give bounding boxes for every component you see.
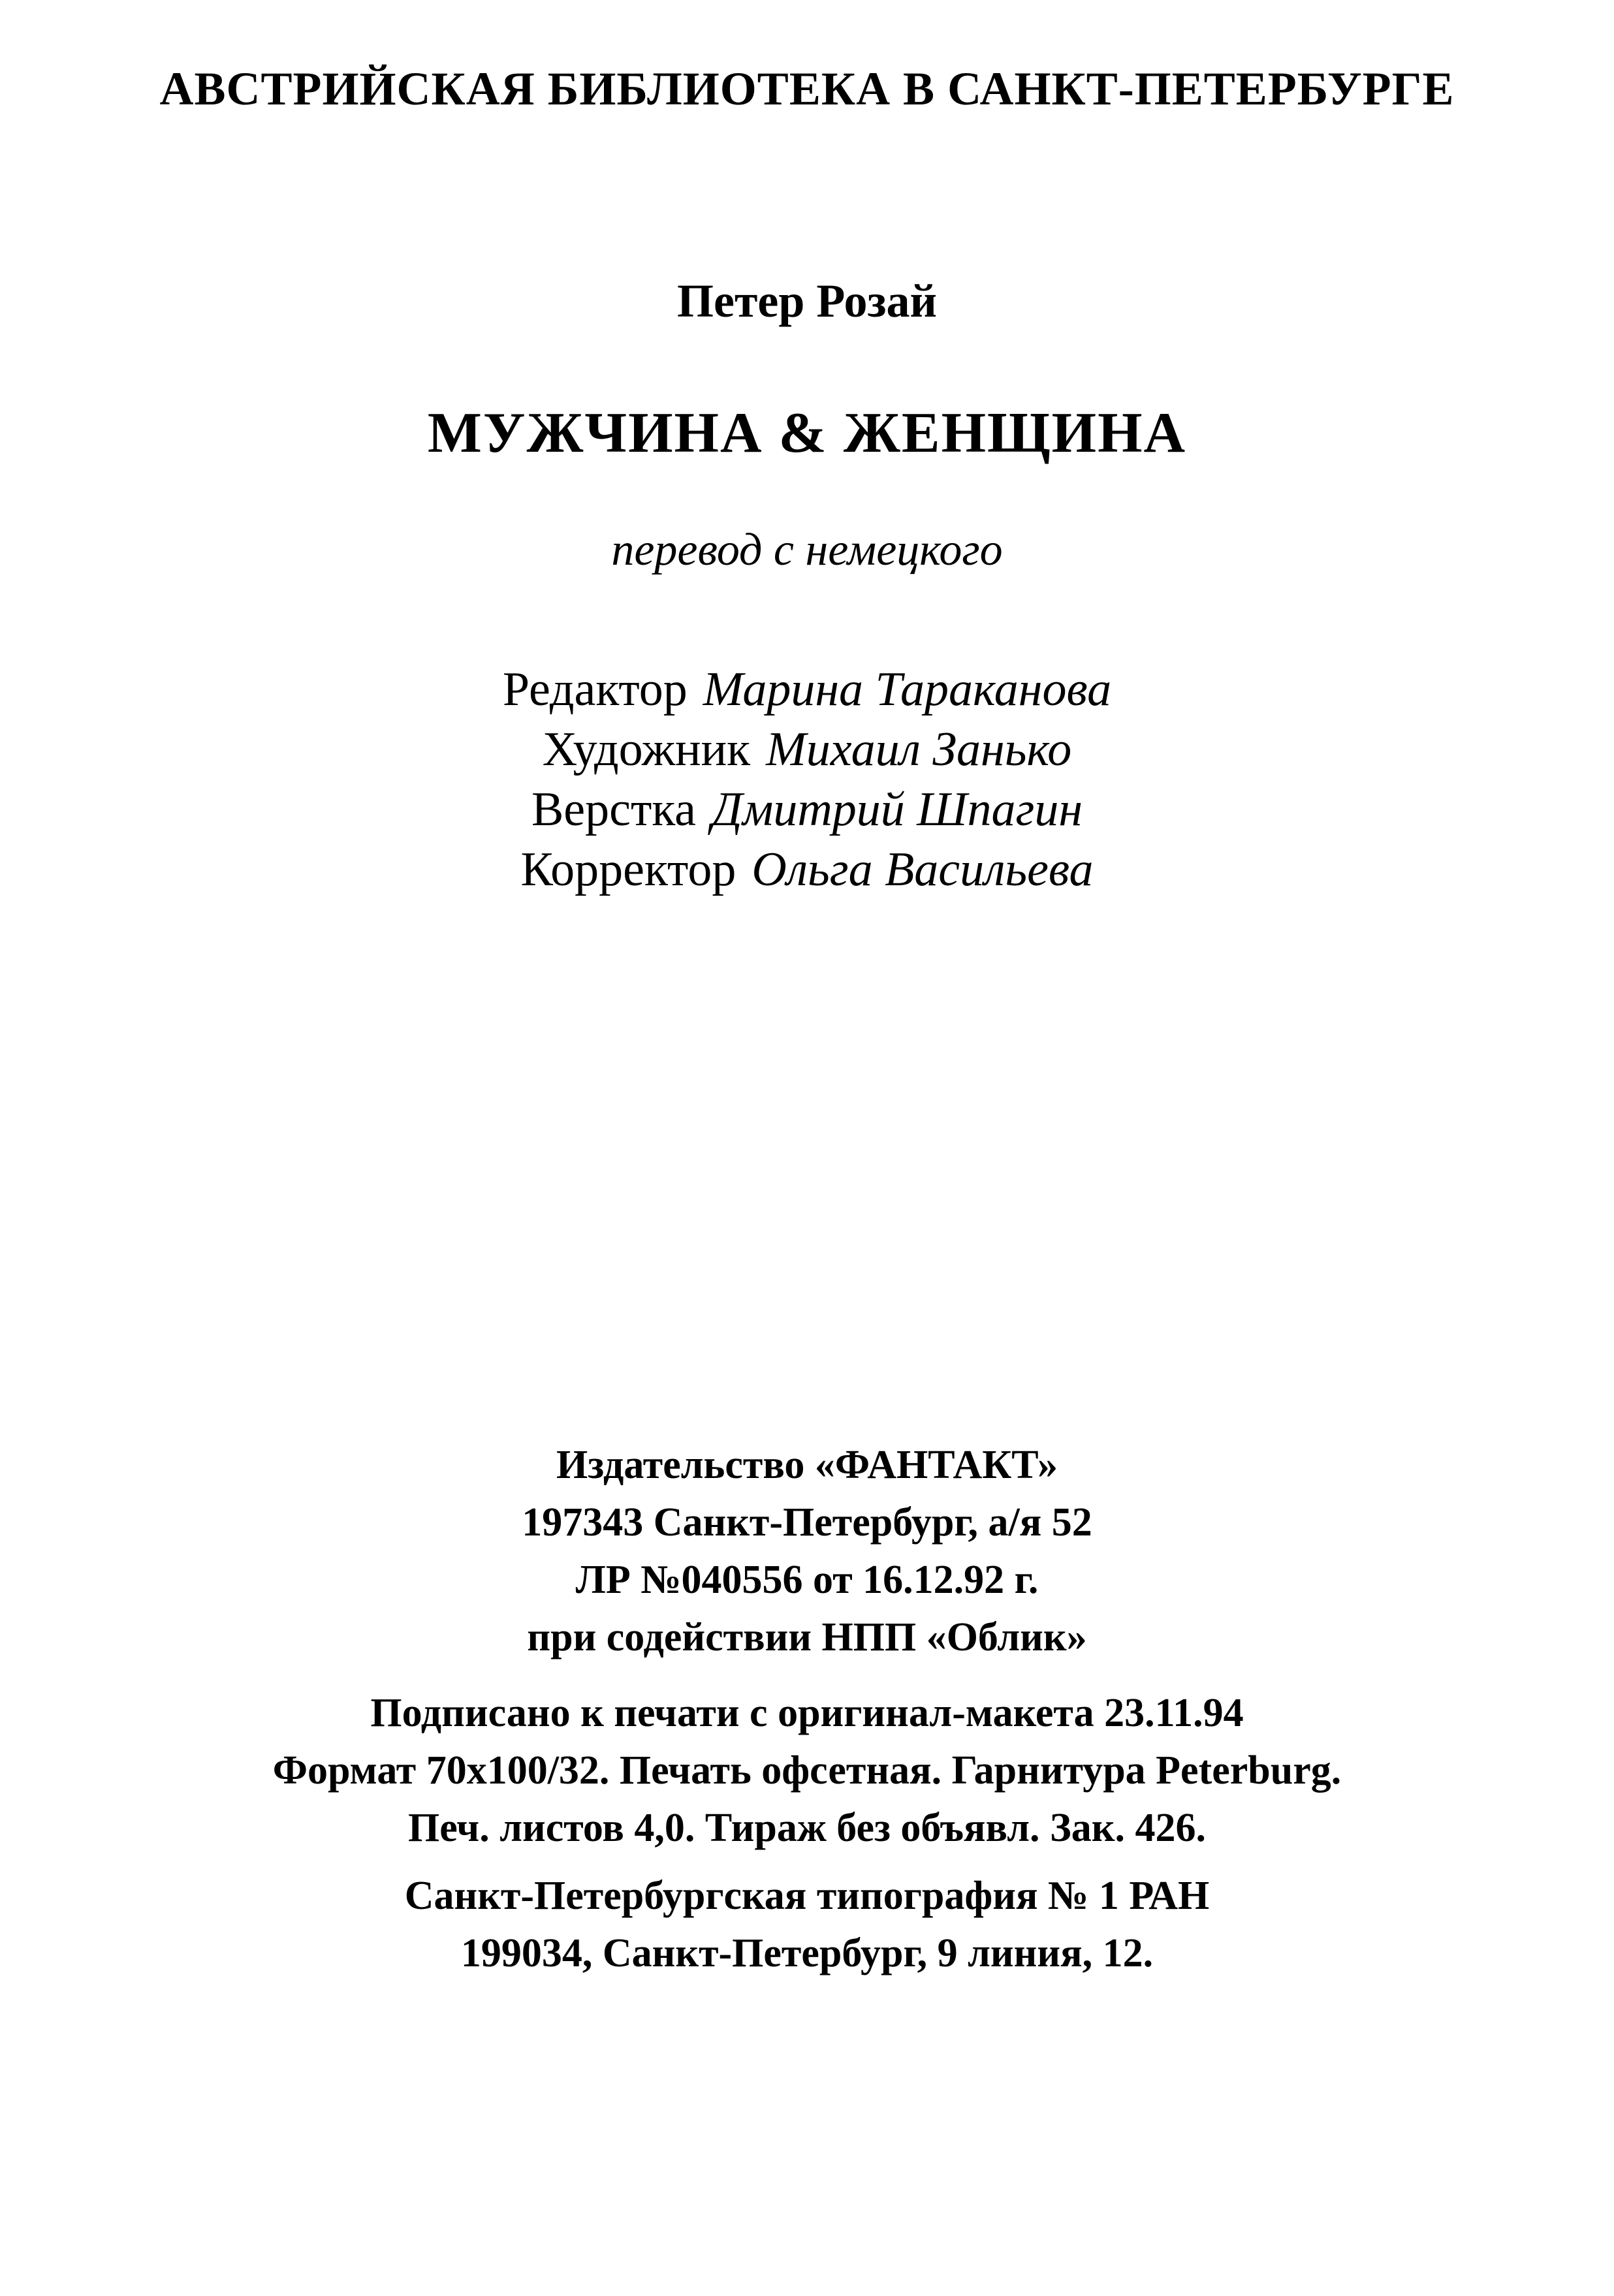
- printing-line: Печ. листов 4,0. Тираж без объявл. Зак. 426.: [408, 1806, 1206, 1850]
- credit-role: Корректор: [520, 843, 736, 896]
- credit-name: Михаил Занько: [766, 723, 1072, 776]
- typography-block: [0, 1867, 1614, 1982]
- credit-artist: [0, 719, 1614, 779]
- printing-line: Формат 70x100/32. Печать офсетная. Гарнитура Peterburg.: [272, 1748, 1342, 1793]
- credit-name: Дмитрий Шпагин: [712, 783, 1083, 836]
- typography-line: Санкт-Петербургская типография № 1 РАН: [404, 1874, 1210, 1918]
- author-name: Петер Розай: [677, 275, 937, 327]
- typography-line: 199034, Санкт-Петербург, 9 линия, 12.: [460, 1931, 1154, 1975]
- credit-editor: [0, 659, 1614, 719]
- credit-layout: [0, 779, 1614, 840]
- credit-proofreader: [0, 840, 1614, 900]
- credits-block: [0, 659, 1614, 900]
- publisher-block: [0, 1436, 1614, 1666]
- credit-name: Марина Тараканова: [703, 663, 1112, 716]
- publisher-line: ЛР №040556 от 16.12.92 г.: [575, 1558, 1039, 1602]
- credit-role: Художник: [542, 723, 751, 776]
- series-header: АВСТРИЙСКАЯ БИБЛИОТЕКА В САНКТ-ПЕТЕРБУРГЕ: [159, 63, 1455, 115]
- credit-role: Редактор: [502, 663, 688, 716]
- credit-role: Верстка: [531, 783, 697, 836]
- book-title: МУЖЧИНА & ЖЕНЩИНА: [427, 401, 1187, 465]
- publisher-line: Издательство «ФАНТАКТ»: [556, 1443, 1058, 1487]
- publisher-line: 197343 Санкт-Петербург, а/я 52: [522, 1500, 1092, 1545]
- publisher-line: при содействии НПП «Облик»: [527, 1615, 1087, 1659]
- translation-note: перевод с немецкого: [611, 525, 1003, 575]
- credit-name: Ольга Васильева: [752, 843, 1094, 896]
- printing-line: Подписано к печати с оригинал-макета 23.11.94: [370, 1691, 1244, 1735]
- printing-block: [0, 1684, 1614, 1857]
